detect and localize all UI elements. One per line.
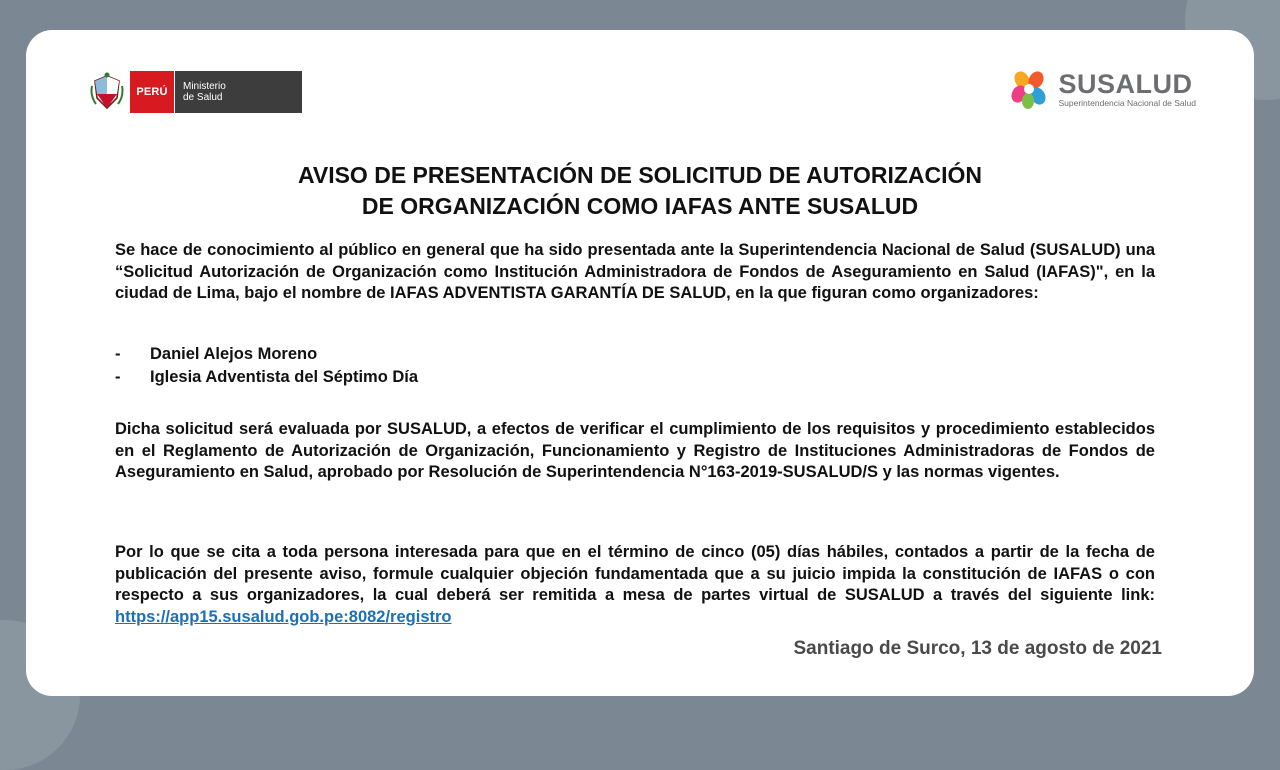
title-line2: DE ORGANIZACIÓN COMO IAFAS ANTE SUSALUD <box>361 193 919 219</box>
paragraph-evaluation: Dicha solicitud será evaluada por SUSALUD, a efectos de verificar el cumplimiento de los requisitos y procedimiento establecidos en el Reglamento de Autorización de Organización, Funcionamiento y Registro de Instituciones Administradoras de Fondos de Aseguramiento en Salud, aprobado por Resolución de Superintendencia N°163-2019-SUSALUD/S y las normas vigentes. <box>115 420 1155 481</box>
list-bullet: - <box>115 368 121 386</box>
organizer-name: Iglesia Adventista del Séptimo Día <box>150 368 419 386</box>
paragraph-intro: Se hace de conocimiento al público en general que ha sido presentada ante la Superintendencia Nacional de Salud (SUSALUD) una “Solicitud Autorización de Organización como Institución Administradora de Fondos de Aseguramiento en Salud (IAFAS)", en la ciudad de Lima, bajo el nombre de IAFAS ADVENTISTA GARANTÍA DE SALUD, en la que figuran como organizadores: <box>115 241 1155 302</box>
ministry-logo <box>90 70 302 114</box>
organizer-name: Daniel Alejos Moreno <box>150 345 318 363</box>
susalud-flower-icon <box>1008 68 1050 110</box>
susalud-name: SUSALUD <box>1058 69 1193 99</box>
paragraph-objection-text: Por lo que se cita a toda persona interesada para que en el término de cinco (05) días hábiles, contados a partir de la fecha de publicación del presente aviso, formule cualquier objeción fundamentada que a su juicio impida la constitución de IAFAS o con respecto a sus organizadores, la cual deberá ser remitida a mesa de partes virtual de SUSALUD a través del siguiente link: <box>115 543 1155 604</box>
notice-title <box>26 160 1254 222</box>
ministry-line1: Ministerio <box>183 81 226 92</box>
place-date: Santiago de Surco, 13 de agosto de 2021 <box>793 638 1162 659</box>
susalud-subtitle: Superintendencia Nacional de Salud <box>1058 98 1196 108</box>
paragraph-objection <box>115 542 1155 628</box>
peru-label: PERÚ <box>130 71 174 113</box>
list-bullet: - <box>115 345 121 363</box>
registry-link[interactable]: https://app15.susalud.gob.pe:8082/registro <box>115 607 452 626</box>
notice-card <box>26 30 1254 696</box>
susalud-logo <box>1008 68 1196 110</box>
ministry-line2: de Salud <box>183 92 223 103</box>
title-line1: AVISO DE PRESENTACIÓN DE SOLICITUD DE AUTORIZACIÓN <box>297 162 983 188</box>
list-item <box>115 366 418 389</box>
ministry-label <box>174 71 302 113</box>
list-item <box>115 343 418 366</box>
organizers-list <box>115 343 418 389</box>
peru-coat-of-arms-icon <box>90 72 124 112</box>
